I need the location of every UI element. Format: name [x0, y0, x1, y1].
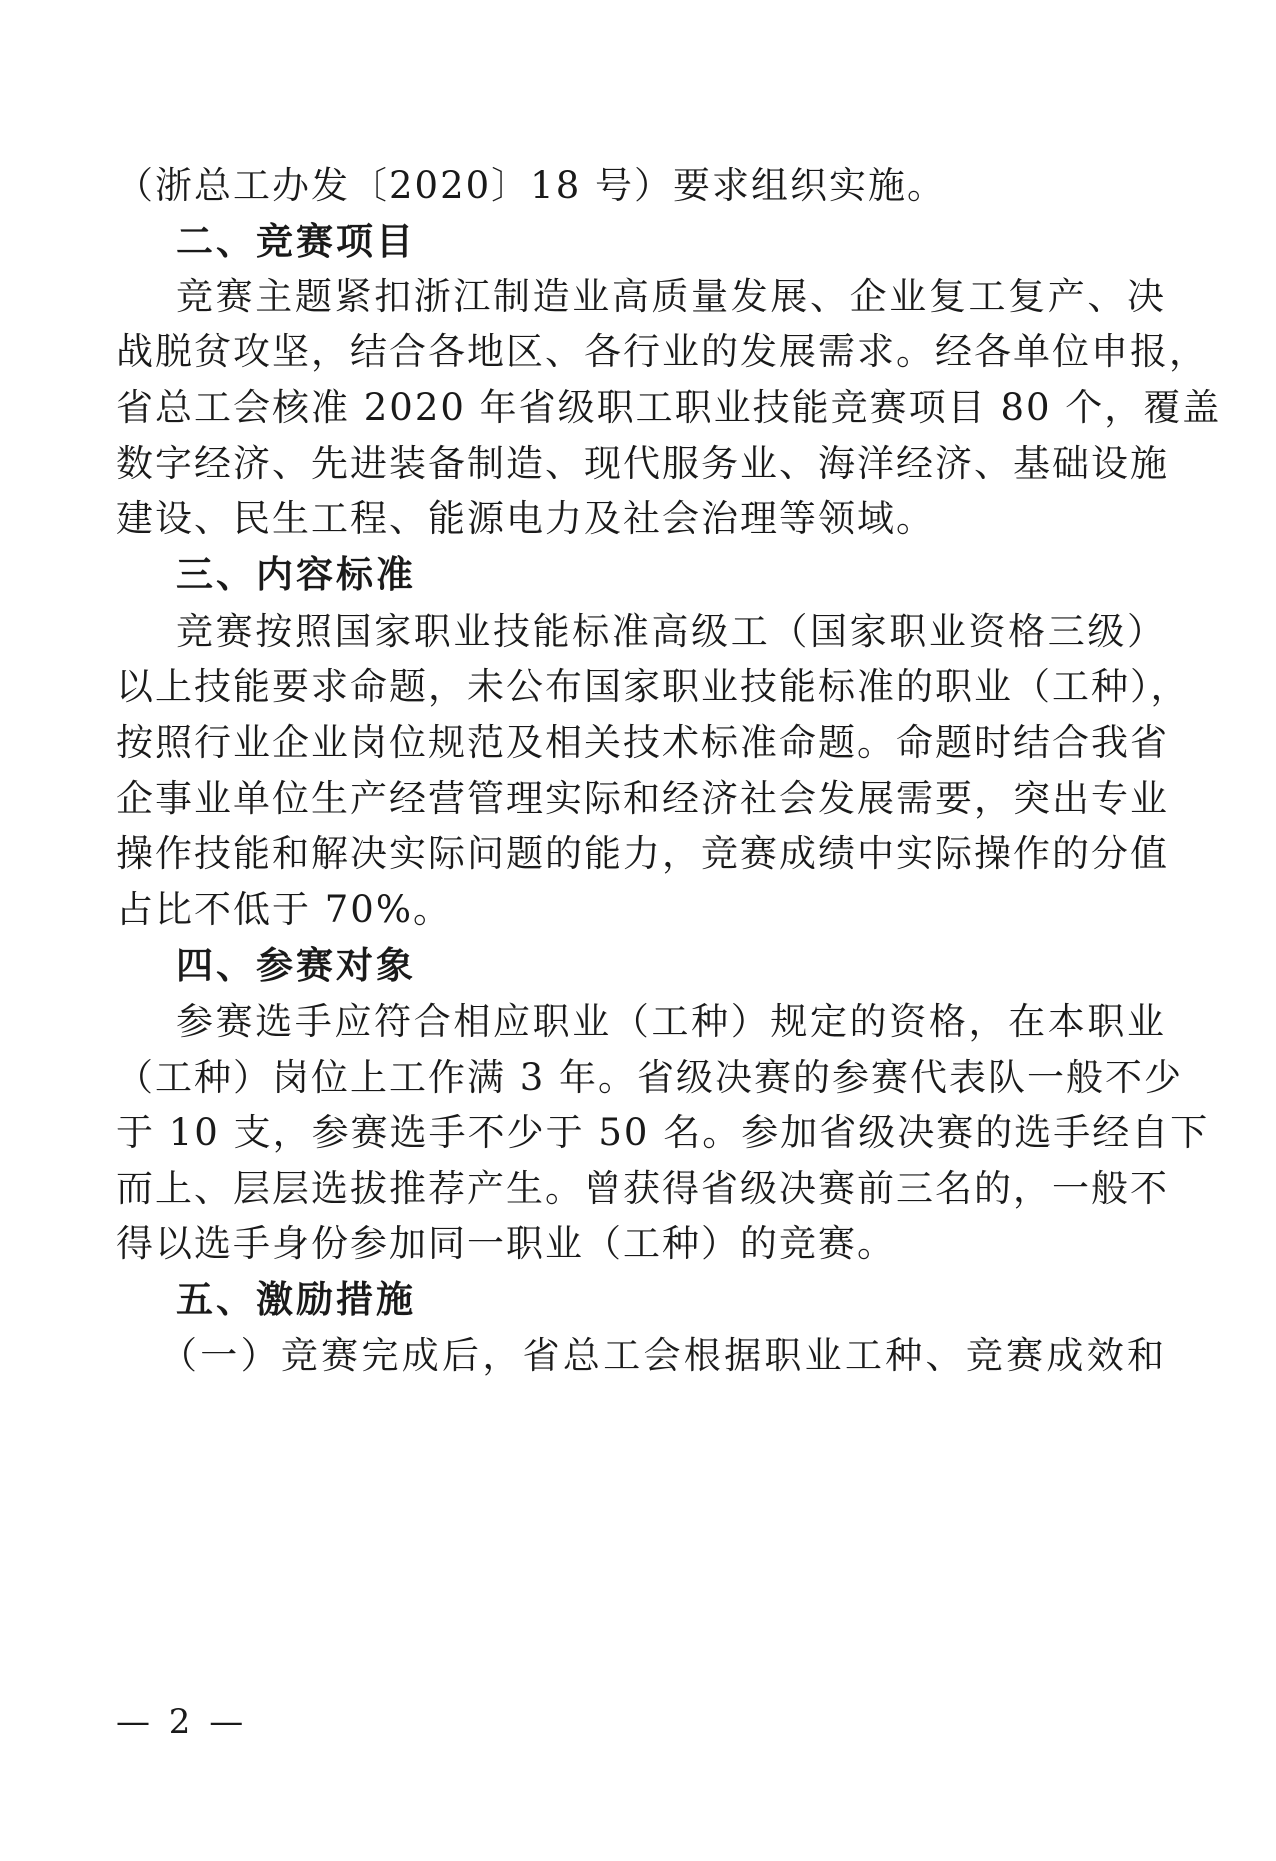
- paragraph-line: 操作技能和解决实际问题的能力，竞赛成绩中实际操作的分值: [116, 832, 1169, 875]
- paragraph-line: 战脱贫攻坚，结合各地区、各行业的发展需求。经各单位申报，: [116, 330, 1208, 373]
- paragraph-line: 竞赛主题紧扣浙江制造业高质量发展、企业复工复产、决: [176, 275, 1166, 318]
- paragraph-line: 建设、民生工程、能源电力及社会治理等领域。: [116, 497, 935, 540]
- paragraph-line: 得以选手身份参加同一职业（工种）的竞赛。: [116, 1222, 896, 1265]
- paragraph-line: 占比不低于 70%。: [116, 888, 452, 931]
- paragraph-line: 而上、层层选拔推荐产生。曾获得省级决赛前三名的，一般不: [116, 1167, 1169, 1210]
- section-heading-incentives: 五、激励措施: [176, 1278, 416, 1321]
- section-heading-competition-items: 二、竞赛项目: [176, 220, 416, 263]
- paragraph-line: 企事业单位生产经营管理实际和经济社会发展需要，突出专业: [116, 777, 1169, 820]
- paragraph-line: 按照行业企业岗位规范及相关技术标准命题。命题时结合我省: [116, 721, 1169, 764]
- paragraph-line: （工种）岗位上工作满 3 年。省级决赛的参赛代表队一般不少: [116, 1056, 1184, 1099]
- paragraph-line: 以上技能要求命题，未公布国家职业技能标准的职业（工种），: [116, 665, 1190, 708]
- paragraph-continuation: （浙总工办发〔2020〕18 号）要求组织实施。: [116, 164, 947, 207]
- paragraph-line: 竞赛按照国家职业技能标准高级工（国家职业资格三级）: [176, 610, 1166, 653]
- paragraph-line: （一）竞赛完成后，省总工会根据职业工种、竞赛成效和: [160, 1334, 1166, 1377]
- page-number: — 2 —: [116, 1702, 248, 1742]
- paragraph-line: 省总工会核准 2020 年省级职工职业技能竞赛项目 80 个，覆盖: [116, 386, 1222, 429]
- paragraph-line: 参赛选手应符合相应职业（工种）规定的资格，在本职业: [176, 1000, 1166, 1043]
- paragraph-line: 于 10 支，参赛选手不少于 50 名。参加省级决赛的选手经自下: [116, 1111, 1210, 1154]
- section-heading-participants: 四、参赛对象: [176, 944, 416, 987]
- section-heading-content-standards: 三、内容标准: [176, 553, 416, 596]
- paragraph-line: 数字经济、先进装备制造、现代服务业、海洋经济、基础设施: [116, 442, 1169, 485]
